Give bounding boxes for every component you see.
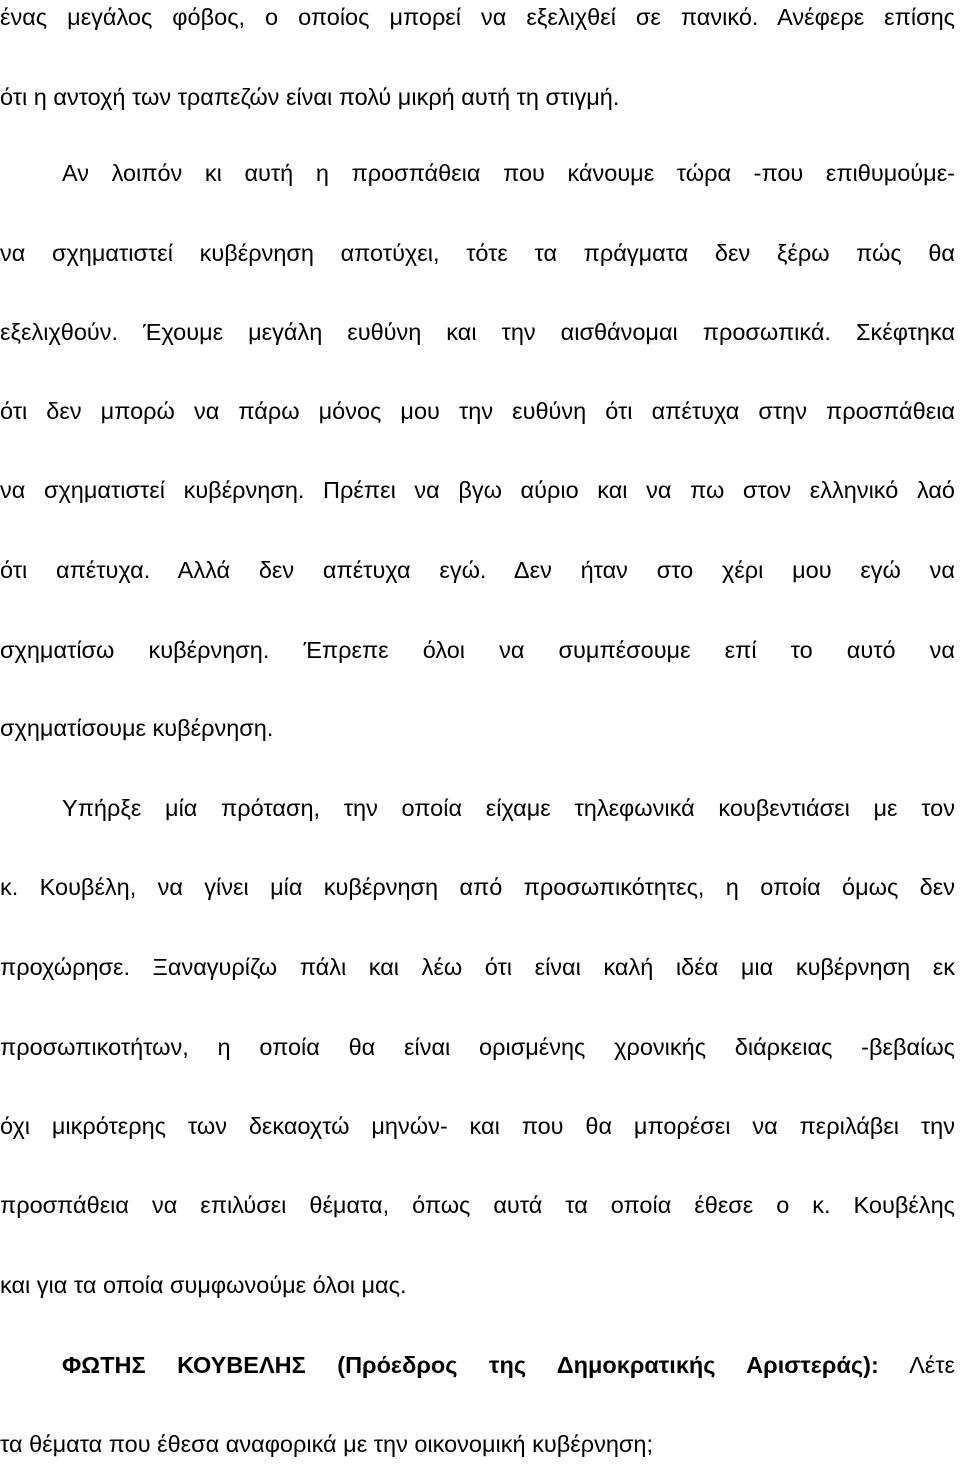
speaker-line — [62, 1345, 955, 1385]
text-line: όχι μικρότερης των δεκαοχτώ μηνών- και που θα μπορέσει να περιλάβει την — [0, 1113, 955, 1139]
text-line: ότι απέτυχα. Αλλά δεν απέτυχα εγώ. Δεν ήταν στο χέρι μου εγώ να — [0, 557, 955, 583]
text-line: προχώρησε. Ξαναγυρίζω πάλι και λέω ότι είναι καλή ιδέα μια κυβέρνηση εκ — [0, 954, 955, 980]
text-line: κ. Κουβέλη, να γίνει μία κυβέρνηση από προσωπικότητες, η οποία όμως δεν — [0, 874, 955, 900]
text-line: Υπήρξε μία πρόταση, την οποία είχαμε τηλεφωνικά κουβεντιάσει με τον — [62, 795, 955, 821]
text-line: ότι δεν μπορώ να πάρω μόνος μου την ευθύνη ότι απέτυχα στην προσπάθεια — [0, 398, 955, 424]
speaker-text: Λέτε — [909, 1352, 955, 1378]
text-line: σχηματίσω κυβέρνηση. Έπρεπε όλοι να συμπέσουμε επί το αυτό να — [0, 637, 955, 663]
text-line: τα θέματα που έθεσα αναφορικά με την οικονομική κυβέρνηση; — [0, 1431, 653, 1457]
speaker-name: ΦΩΤΗΣ ΚΟΥΒΕΛΗΣ (Πρόεδρος της Δημοκρατικής Αριστεράς): — [62, 1352, 879, 1378]
text-line: και για τα οποία συμφωνούμε όλοι μας. — [0, 1272, 407, 1298]
text-line: να σχηματιστεί κυβέρνηση. Πρέπει να βγω αύριο και να πω στον ελληνικό λαό — [0, 477, 955, 503]
text-line: προσπάθεια να επιλύσει θέματα, όπως αυτά τα οποία έθεσε ο κ. Κουβέλης — [0, 1192, 955, 1218]
text-line: εξελιχθούν. Έχουμε μεγάλη ευθύνη και την αισθάνομαι προσωπικά. Σκέφτηκα — [0, 319, 955, 345]
text-line: να σχηματιστεί κυβέρνηση αποτύχει, τότε τα πράγματα δεν ξέρω πώς θα — [0, 240, 955, 266]
text-line: προσωπικοτήτων, η οποία θα είναι ορισμένης χρονικής διάρκειας -βεβαίως — [0, 1034, 955, 1060]
text-line: Αν λοιπόν κι αυτή η προσπάθεια που κάνουμε τώρα -που επιθυμούμε- — [62, 160, 955, 186]
text-line: ένας μεγάλος φόβος, ο οποίος μπορεί να εξελιχθεί σε πανικό. Ανέφερε επίσης — [0, 4, 955, 30]
text-line: ότι η αντοχή των τραπεζών είναι πολύ μικρή αυτή τη στιγμή. — [0, 84, 620, 110]
text-line: σχηματίσουμε κυβέρνηση. — [0, 715, 274, 741]
